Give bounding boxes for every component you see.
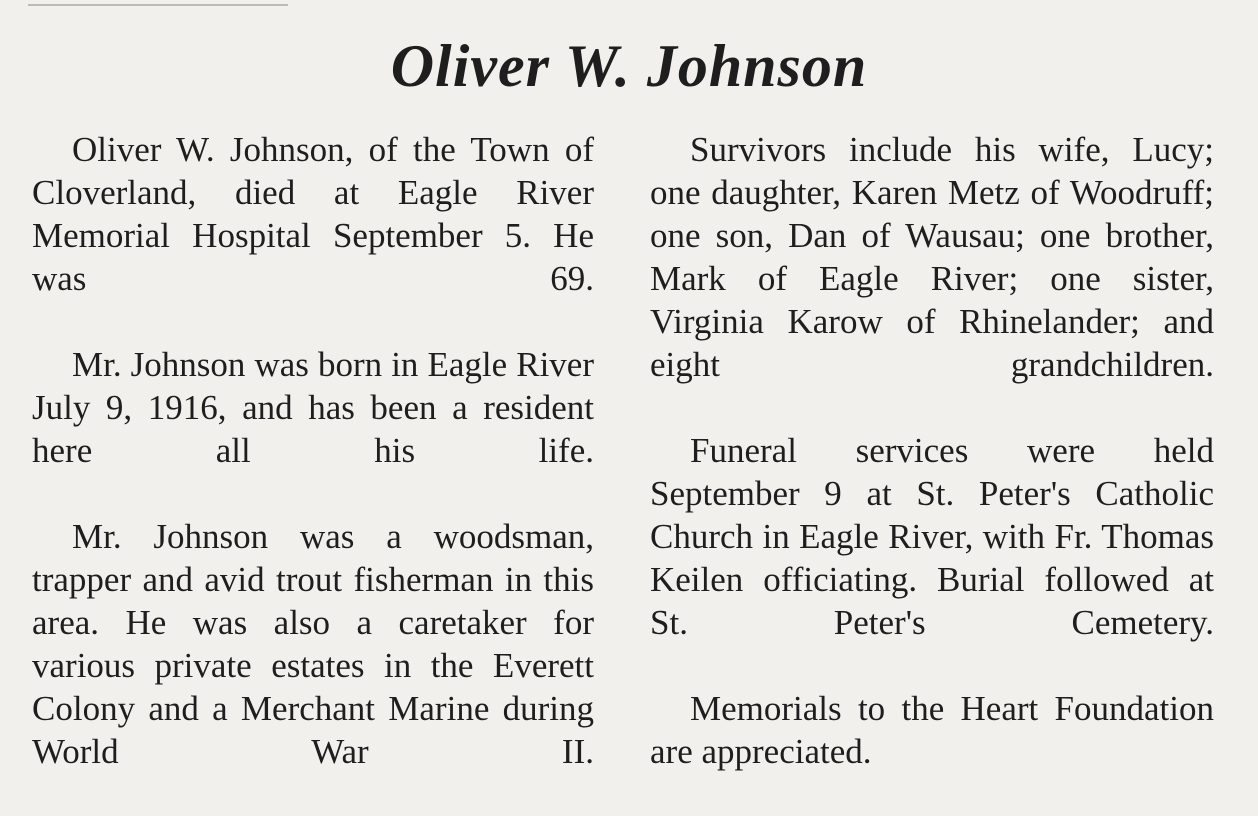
right-column <box>650 128 1214 773</box>
paragraph-memorials: Memorials to the Heart Foundation are appreciated. <box>650 689 1214 771</box>
paragraph-occupation: Mr. Johnson was a woodsman, trapper and avid trout fisherman in this area. He was also a caretaker for various private estates in the Everett Colony and a Merchant Marine during World War II. <box>32 517 594 771</box>
left-column <box>32 128 594 816</box>
obituary-headline: Oliver W. Johnson <box>390 33 868 99</box>
paragraph-funeral-services: Funeral services were held September 9 at St. Peter's Catholic Church in Eagle River, with Fr. Thomas Keilen officiating. Burial followed at St. Peter's Cemetery. <box>650 431 1214 642</box>
paragraph-birth-residence: Mr. Johnson was born in Eagle River July 9, 1916, and has been a resident here all his life. <box>32 345 594 470</box>
paragraph-survivors: Survivors include his wife, Lucy; one daughter, Karen Metz of Woodruff; one son, Dan of Wausau; one brother, Mark of Eagle River; one sister, Virginia Karow of Rhinelander; and eight grandchildren. <box>650 130 1214 384</box>
cropped-top-text-remnant <box>28 0 288 6</box>
paragraph-death-notice: Oliver W. Johnson, of the Town of Cloverland, died at Eagle River Memorial Hospital September 5. He was 69. <box>32 130 594 298</box>
